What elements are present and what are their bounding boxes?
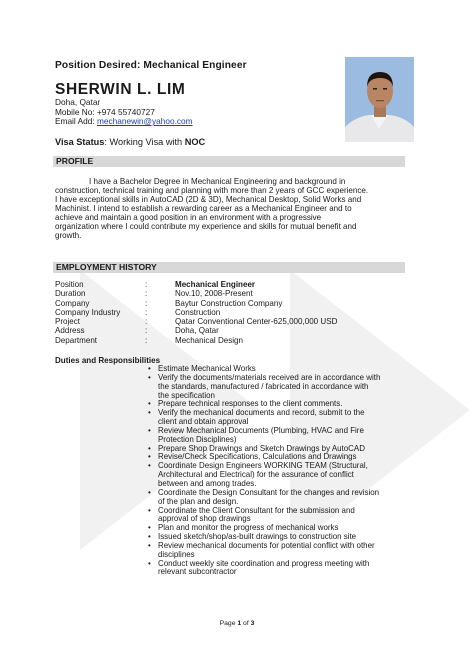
- profile-line: construction, technical training and planning with more than 2 years of GCC experience.: [55, 185, 369, 195]
- bullet-icon: •: [148, 505, 151, 515]
- row-label: Position: [55, 280, 84, 289]
- profile-line: I have a Bachelor Degree in Mechanical Engineering and background in: [89, 177, 346, 186]
- duty-line: the specification: [158, 390, 215, 400]
- row-value: Nov.10, 2008-Present: [175, 289, 253, 299]
- duty-item: [148, 427, 418, 445]
- row-colon: :: [145, 307, 148, 317]
- employment-row: [55, 336, 337, 345]
- bullet-icon: •: [148, 408, 151, 418]
- employment-row: [55, 317, 337, 326]
- duty-line: Conduct weekly site coordination and progress meeting with: [158, 558, 370, 568]
- contact-block: [55, 98, 193, 127]
- duty-line: Coordinate Design Engineers WORKING TEAM (Structural,: [158, 461, 368, 471]
- row-colon: :: [145, 335, 148, 345]
- bullet-icon: •: [148, 452, 151, 462]
- duty-item: [148, 462, 418, 489]
- row-label: Company Industry: [55, 307, 121, 317]
- duty-line: Prepare Shop Drawings and Sketch Drawings by AutoCAD: [158, 443, 365, 453]
- duty-line: Issued sketch/shop/as-built drawings to construction site: [158, 532, 357, 542]
- visa-status: [55, 137, 205, 147]
- row-value: Baytur Construction Company: [175, 298, 283, 308]
- bullet-icon: •: [148, 443, 151, 453]
- page-prefix: Page: [219, 620, 238, 627]
- visa-value: : Working Visa with: [104, 137, 185, 147]
- duty-line: Coordinate the Design Consultant for the changes and revision: [158, 487, 380, 497]
- employment-section-header: EMPLOYMENT HISTORY: [53, 262, 405, 273]
- duty-item: [148, 489, 418, 507]
- bullet-icon: •: [148, 487, 151, 497]
- email-label: Email Add:: [55, 116, 97, 127]
- bullet-icon: •: [148, 372, 151, 382]
- duties-title: Duties and Responsibilities: [55, 356, 161, 365]
- duty-item: [148, 507, 418, 525]
- duty-line: Review Mechanical Documents (Plumbing, HVAC and Fire: [158, 425, 364, 435]
- duty-item: [148, 374, 418, 401]
- profile-line: Machinist. I intend to establish a rewarding career as a Mechanical Engineer and to: [55, 203, 352, 213]
- row-colon: :: [145, 298, 148, 308]
- row-label: Duration: [55, 289, 86, 299]
- employment-row: [55, 280, 337, 289]
- position-desired: Position Desired: Mechanical Engineer: [55, 60, 247, 71]
- duty-line: relevant subcontractor: [158, 567, 237, 577]
- duty-line: Protection Disciplines): [158, 434, 237, 444]
- duty-item: [148, 560, 418, 578]
- duties-list: [148, 365, 418, 577]
- duty-line: client and obtain approval: [158, 417, 249, 427]
- row-label: Department: [55, 335, 98, 345]
- bullet-icon: •: [148, 532, 151, 542]
- row-label: Project: [55, 317, 81, 327]
- employment-row: [55, 308, 337, 317]
- duty-line: Prepare technical responses to the client comments.: [158, 399, 343, 409]
- mobile-text: Mobile No: +974 55740727: [55, 106, 155, 117]
- duty-line: Coordinate the Client Consultant for the submission and: [158, 505, 355, 515]
- employment-row: [55, 289, 337, 298]
- duty-line: approval of shop drawings: [158, 514, 251, 524]
- duty-line: Architectural and Electrical) for the assurance of conflict: [158, 470, 354, 480]
- employment-row: [55, 299, 337, 308]
- employment-table: [55, 280, 337, 345]
- row-colon: :: [145, 326, 148, 336]
- page-current: 1: [237, 620, 242, 627]
- row-value: Construction: [175, 307, 221, 317]
- bullet-icon: •: [148, 425, 151, 435]
- row-value: Mechanical Engineer: [175, 280, 256, 289]
- bullet-icon: •: [148, 558, 151, 568]
- page-total: 3: [250, 620, 255, 627]
- duty-line: of the plan and design.: [158, 496, 239, 506]
- row-colon: :: [145, 289, 148, 299]
- profile-line: organization where I could contribute my experience and skills for mutual benefit and: [55, 221, 357, 231]
- row-value: Qatar Conventional Center-625,000,000 USD: [175, 317, 338, 327]
- visa-noc: NOC: [184, 137, 206, 147]
- applicant-name: SHERWIN L. LIM: [55, 81, 186, 98]
- visa-label: Visa Status: [55, 137, 105, 147]
- duty-line: Estimate Mechanical Works: [158, 364, 256, 373]
- duty-line: disciplines: [158, 549, 195, 559]
- duty-line: between and among trades.: [158, 478, 257, 488]
- profile-line: I have exceptional skills in AutoCAD (2D & 3D), Mechanical Desktop, Solid Works and: [55, 194, 362, 204]
- row-colon: :: [145, 317, 148, 327]
- profile-line: achieve and maintain a good position in an environment with a progressive: [55, 212, 322, 222]
- page-footer: [0, 620, 474, 627]
- bullet-icon: •: [148, 461, 151, 471]
- row-value: Mechanical Design: [175, 335, 243, 345]
- row-label: Company: [55, 298, 90, 308]
- row-value: Doha, Qatar: [175, 326, 219, 336]
- duty-item: [148, 409, 418, 427]
- bullet-icon: •: [148, 540, 151, 550]
- row-colon: :: [145, 280, 148, 289]
- page-of: of: [241, 620, 251, 627]
- bullet-icon: •: [148, 523, 151, 533]
- location-text: Doha, Qatar: [55, 97, 101, 107]
- email-link[interactable]: mechanewin@yahoo.com: [96, 116, 193, 127]
- bullet-icon: •: [148, 364, 151, 373]
- duty-line: Verify the mechanical documents and record, submit to the: [158, 408, 365, 418]
- applicant-photo: [345, 57, 414, 142]
- duty-line: Review mechanical documents for potential conflict with other: [158, 540, 375, 550]
- duty-line: Verify the documents/materials received are in accordance with: [158, 372, 381, 382]
- duty-item: [148, 542, 418, 560]
- row-label: Address: [55, 326, 85, 336]
- duty-line: the standards, manufactured / fabricated in accordance with: [158, 381, 369, 391]
- employment-row: [55, 326, 337, 335]
- bullet-icon: •: [148, 399, 151, 409]
- profile-line: growth.: [55, 230, 82, 240]
- duty-line: Plan and monitor the progress of mechanical works: [158, 523, 339, 533]
- email-line: [55, 117, 193, 127]
- profile-text: [55, 178, 405, 241]
- duty-line: Revise/Check Specifications, Calculations and Drawings: [158, 452, 357, 462]
- profile-section-header: PROFILE: [53, 156, 405, 167]
